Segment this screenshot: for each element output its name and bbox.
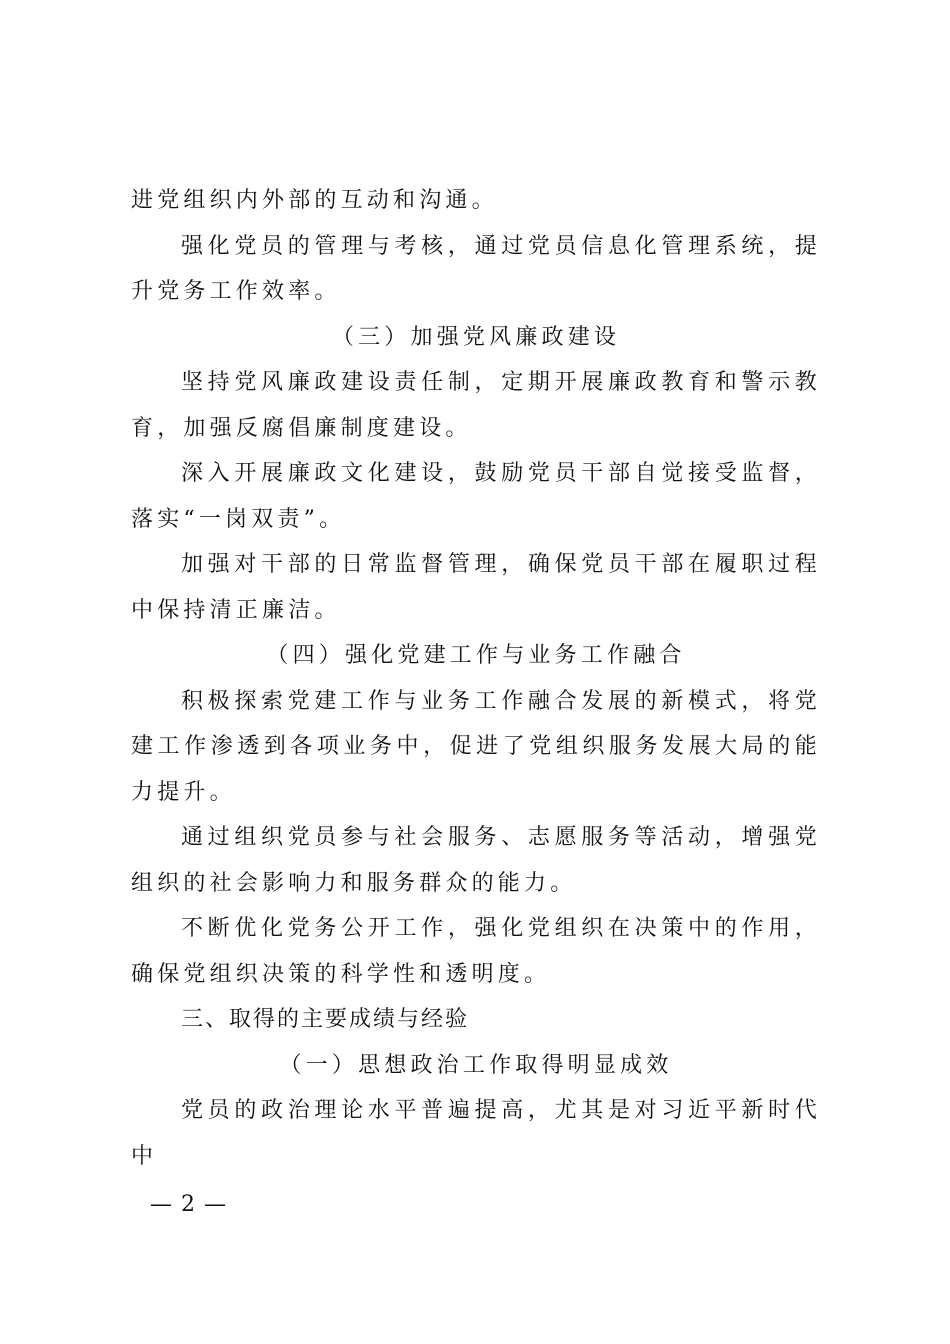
subheading-ideological-work: （一）思想政治工作取得明显成效 [279, 1052, 673, 1078]
document-body [131, 178, 821, 1179]
paragraph-member-management: 强化党员的管理与考核，通过党员信息化管理系统，提升党务工作效率。 [131, 233, 821, 304]
paragraph-continuation: 进党组织内外部的互动和沟通。 [131, 188, 498, 213]
paragraph-social-service: 通过组织党员参与社会服务、志愿服务等活动，增强党组织的社会影响力和服务群众的能力。 [131, 825, 821, 896]
paragraph-responsibility-system: 坚持党风廉政建设责任制，定期开展廉政教育和警示教育，加强反腐倡廉制度建设。 [131, 370, 821, 441]
paragraph-integration-model: 积极探索党建工作与业务工作融合发展的新模式，将党建工作渗透到各项业务中，促进了党组织服务发展大局的能力提升。 [131, 688, 821, 805]
paragraph-daily-supervision: 加强对干部的日常监督管理，确保党员干部在履职过程中保持清正廉洁。 [131, 552, 821, 623]
page-number: — 2 — [150, 1192, 227, 1217]
paragraph-integrity-culture: 深入开展廉政文化建设，鼓励党员干部自觉接受监督，落实“一岗双责”。 [131, 461, 821, 532]
paragraph-affairs-openness: 不断优化党务公开工作，强化党组织在决策中的作用，确保党组织决策的科学性和透明度。 [131, 916, 821, 987]
subheading-party-business-integration: （四）强化党建工作与业务工作融合 [266, 643, 686, 668]
subheading-integrity-building: （三）加强党风廉政建设 [331, 324, 621, 350]
paragraph-political-theory: 党员的政治理论水平普遍提高，尤其是对习近平新时代中 [131, 1098, 821, 1169]
section-heading-achievements: 三、取得的主要成绩与经验 [181, 1007, 470, 1032]
